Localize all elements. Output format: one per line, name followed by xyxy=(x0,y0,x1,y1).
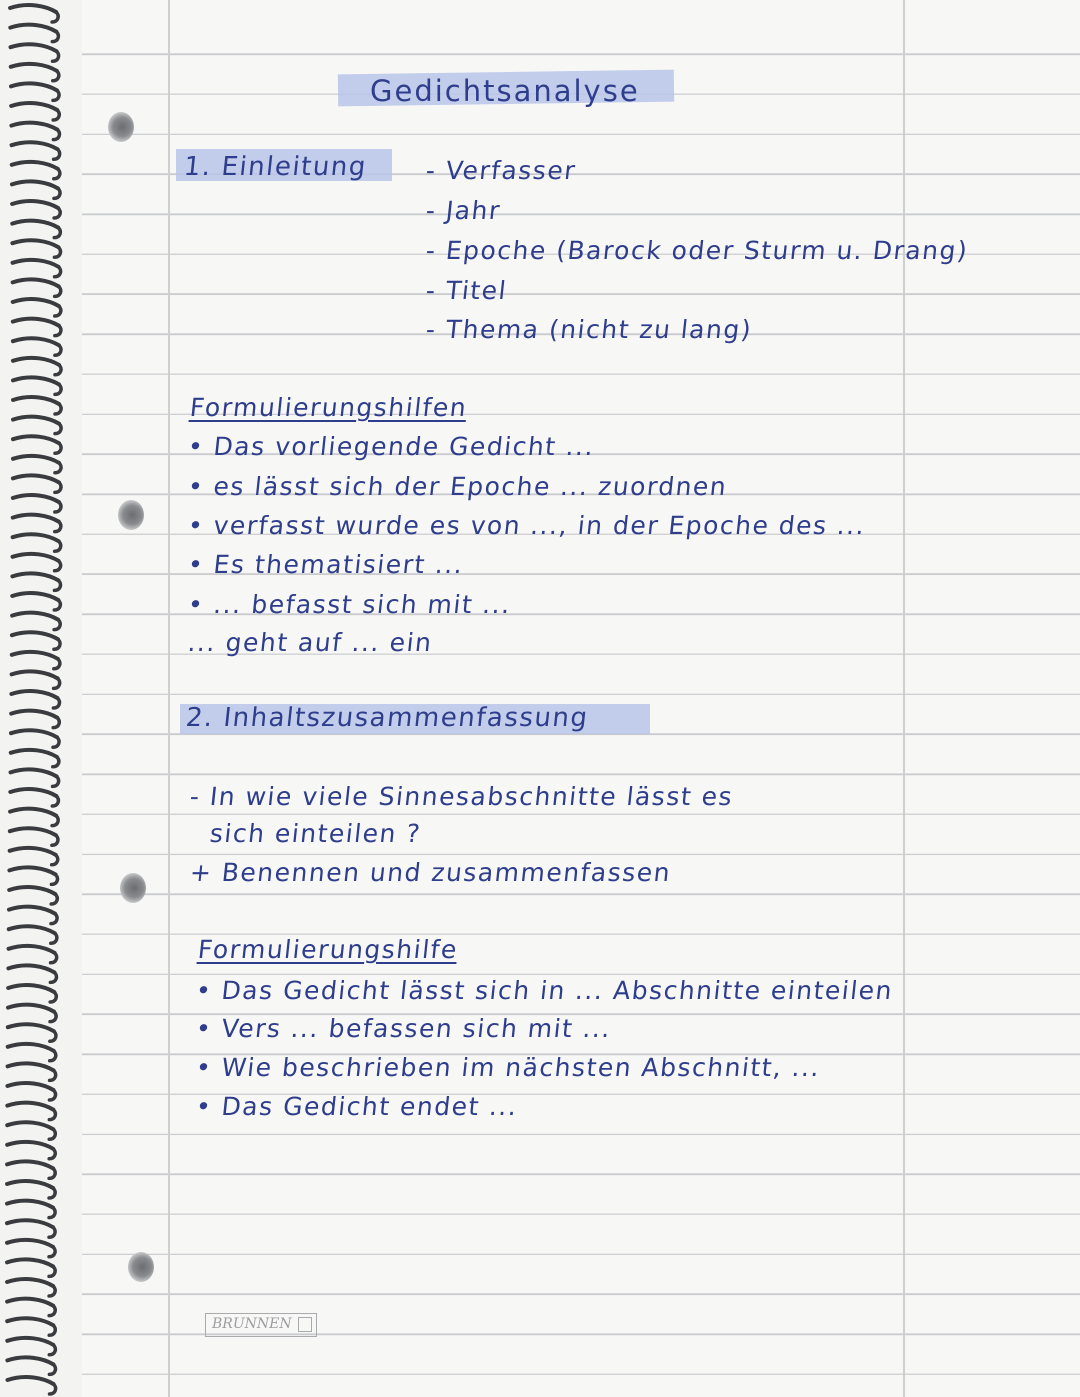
phrases2-heading: Formulierungshilfe xyxy=(196,935,460,964)
phrase-item: • Es thematisiert ... xyxy=(186,550,466,579)
phrase-item: • ... befasst sich mit ... xyxy=(186,590,513,619)
phrases1-heading: Formulierungshilfen xyxy=(188,393,469,422)
section1-item: - Thema (nicht zu lang) xyxy=(424,315,754,344)
phrase-item: • Wie beschrieben im nächsten Abschnitt, ... xyxy=(194,1053,822,1082)
punch-hole-icon xyxy=(118,500,144,530)
phrase-item: ... geht auf ... ein xyxy=(186,628,435,657)
section1-item: - Jahr xyxy=(424,196,503,225)
punch-hole-icon xyxy=(120,873,146,903)
phrase-item: • es lässt sich der Epoche ... zuordnen xyxy=(186,472,729,501)
punch-hole-icon xyxy=(108,112,134,142)
phrase-item: • Das Gedicht lässt sich in ... Abschnitte einteilen xyxy=(194,976,895,1005)
spiral-coils-icon xyxy=(0,0,82,1397)
brand-mark-icon xyxy=(298,1317,312,1332)
section2-heading: 2. Inhaltszusammenfassung xyxy=(184,703,591,733)
section2-item: sich einteilen ? xyxy=(208,819,423,848)
section2-item: - In wie viele Sinnesabschnitte lässt es xyxy=(188,782,735,811)
phrase-item: • Vers ... befassen sich mit ... xyxy=(194,1014,613,1043)
section1-item: - Titel xyxy=(424,276,509,305)
punch-hole-icon xyxy=(128,1252,154,1282)
brand-name: BRUNNEN xyxy=(212,1316,292,1332)
right-margin-line xyxy=(903,0,905,1397)
phrase-item: • Das vorliegende Gedicht ... xyxy=(186,432,596,461)
section2-item: + Benennen und zusammenfassen xyxy=(188,858,673,887)
section1-heading: 1. Einleitung xyxy=(182,152,369,182)
phrase-item: • Das Gedicht endet ... xyxy=(194,1092,520,1121)
page-title: Gedichtsanalyse xyxy=(370,74,640,108)
section1-item: - Verfasser xyxy=(424,156,578,185)
left-margin-line xyxy=(168,0,170,1397)
spiral-binding xyxy=(0,0,82,1397)
phrase-item: • verfasst wurde es von ..., in der Epoche des ... xyxy=(186,511,868,540)
section1-item: - Epoche (Barock oder Sturm u. Drang) xyxy=(424,236,970,265)
brand-logo xyxy=(205,1313,317,1337)
